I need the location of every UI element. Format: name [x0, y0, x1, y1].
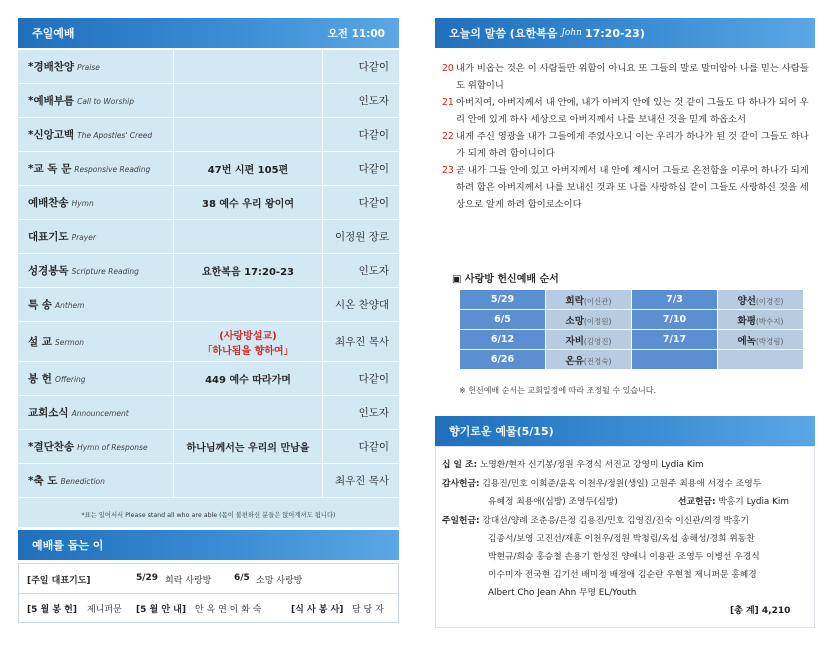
order-label-en: Offering: [54, 375, 86, 384]
offering-total-value: 4,210: [761, 606, 791, 616]
rotation-group: [718, 310, 804, 330]
rotation-date: 6/5: [460, 310, 546, 330]
order-label-ko: 대표기도: [28, 231, 69, 243]
order-label-ko: *교 독 문: [28, 163, 72, 175]
verse-number: 22: [442, 131, 454, 142]
order-label-ko: 설 교: [28, 336, 52, 348]
order-label-ko: *신앙고백: [28, 129, 75, 141]
verse: [442, 60, 812, 94]
verse-text: 곧 내가 그들 안에 있고 아버지께서 내 안에 계시어 그들로 온전함을 이루어 하나가 되게 하려 함은 아버지께서 나를 보내신 것과 또 나를 사랑하심 같이 그들도 사랑하신 것을 세상으로 알게 하려 함이로소이다: [456, 165, 809, 210]
order-label: [18, 263, 173, 278]
rotation-group-name: 양선: [737, 295, 756, 307]
order-row: [18, 322, 399, 362]
order-detail: [173, 464, 323, 497]
offering-mission-line: [678, 494, 789, 507]
standing-note: *표는 일어서서 Please stand all who are able (몸이 불편하신 분들은 앉아계셔도 됩니다): [81, 512, 336, 519]
order-leader: 이정원 장로: [334, 231, 389, 243]
rotation-date: 7/17: [632, 330, 718, 350]
rotation-row: [460, 350, 804, 370]
order-leader: 다같이: [358, 441, 389, 453]
order-row: [18, 50, 399, 84]
offering-thanks-label: 감사헌금:: [442, 479, 480, 489]
order-label-en: Hymn: [71, 199, 94, 208]
helpers-offering-label: [5 월 봉 헌]: [27, 605, 77, 615]
order-detail-text: 449 예수 따라가며: [205, 375, 291, 386]
order-label: [18, 371, 173, 386]
order-label: [18, 229, 173, 244]
order-detail: [173, 118, 323, 151]
order-detail: [173, 430, 323, 463]
offering-total: [730, 603, 790, 616]
offering-mission-names: 박홍기 Lydia Kim: [718, 497, 789, 507]
verse: [442, 128, 812, 162]
order-label-en: Prayer: [71, 233, 96, 242]
order-label-en: Announcement: [71, 409, 129, 418]
helpers-offering-name: 제니퍼문: [87, 605, 122, 615]
offering-sunday-label: 주일헌금:: [442, 516, 480, 526]
scripture-title-eng: John: [561, 28, 582, 38]
order-leader: 다같이: [358, 163, 389, 175]
offering-total-label: [총 계]: [730, 606, 759, 616]
helpers-group-1: 희락 사랑방: [165, 576, 212, 586]
rotation-group: [546, 330, 632, 350]
order-label: [18, 195, 173, 210]
order-detail-text-2: 「하나됨을 향하여」: [202, 345, 294, 357]
offering-mission-label: 선교헌금:: [678, 497, 716, 507]
order-label-en: Praise: [77, 63, 100, 72]
offering-tithe-label: 십 일 조:: [442, 460, 478, 470]
order-detail: [173, 220, 323, 253]
rotation-date: 7/10: [632, 310, 718, 330]
verse-number: 23: [442, 165, 454, 176]
helpers-header: [18, 530, 399, 560]
offering-thanks-names: 김용진/민호 이희준/윤옥 이천우/정원(생일) 고원주 최용애 서정수 조영두: [482, 479, 762, 489]
order-label-ko: *축 도: [28, 475, 58, 487]
rotation-group-name: 온유: [565, 355, 584, 367]
order-label-en: Responsive Reading: [74, 165, 151, 174]
service-header: [18, 18, 399, 48]
order-detail: [173, 84, 323, 117]
order-label: [18, 439, 173, 454]
order-label: [18, 334, 173, 349]
helpers-box: [18, 563, 399, 623]
rotation-title: ▣ 사랑방 헌신예배 순서: [452, 274, 559, 285]
rotation-group-name: 자비: [565, 335, 584, 347]
order-leader: 다같이: [358, 61, 389, 73]
order-row: [18, 288, 399, 322]
order-detail: [173, 362, 323, 395]
order-label-ko: 예배찬송: [28, 197, 69, 209]
order-label-ko: 특 송: [28, 299, 52, 311]
order-label: [18, 93, 173, 108]
order-leader: 최우진 목사: [334, 336, 389, 348]
verse-text: 내가 비옵는 것은 이 사람들만 위함이 아니요 또 그들의 말로 말미암아 나를 믿는 사람들도 위함이니: [456, 63, 809, 91]
offerings-title: 향기로운 예물(5/15): [449, 425, 554, 438]
order-leader: 다같이: [358, 197, 389, 209]
rotation-group: [546, 350, 632, 370]
order-label: [18, 297, 173, 312]
offering-sunday-names: 강대선/양례 조춘응/은정 김용진/민호 김영진/진숙 이신관/의경 박홍기: [482, 516, 750, 526]
order-row: [18, 396, 399, 430]
order-row: [18, 118, 399, 152]
rotation-group-name: 희락: [565, 295, 584, 307]
helpers-usher-names: 안 옥 연 이 화 숙: [195, 605, 262, 615]
offering-tithe-line: [442, 457, 704, 470]
scripture-title: 오늘의 말씀 (요한복음: [449, 27, 558, 40]
order-detail: [173, 322, 323, 361]
offering-thanks-names-2: 유혜정 최용애(심방) 조영두(심방): [488, 497, 618, 507]
rotation-group-name: 화평: [737, 315, 756, 327]
order-row: [18, 464, 399, 498]
helpers-meal-label: [식 사 봉 사]: [291, 605, 344, 615]
order-detail-text: 하나님께서는 우리의 만남을: [186, 443, 310, 454]
verse-number: 21: [442, 97, 454, 108]
verse: [442, 94, 812, 128]
offering-sunday-line: [442, 513, 749, 526]
order-label-ko: 성경봉독: [28, 265, 69, 277]
order-label-en: The Apostles' Creed: [77, 131, 153, 140]
helpers-date-2: 6/5: [234, 573, 250, 583]
rotation-group-name: 에녹: [737, 335, 756, 347]
order-row: [18, 152, 399, 186]
offering-thanks-line-2: [488, 494, 618, 507]
order-row: [18, 186, 399, 220]
rotation-group-leader: (전경숙): [583, 356, 612, 366]
rotation-group: [546, 290, 632, 310]
order-row: [18, 220, 399, 254]
verse-number: 20: [442, 63, 454, 74]
order-leader: 다같이: [358, 129, 389, 141]
order-label-ko: 교회소식: [28, 407, 69, 419]
rotation-date: [632, 350, 718, 370]
order-detail-text: 47번 시편 105편: [207, 165, 289, 176]
order-detail: [173, 50, 323, 83]
order-label: [18, 59, 173, 74]
order-row: [18, 254, 399, 288]
order-label: [18, 473, 173, 488]
rotation-group-leader: (이신관): [583, 296, 612, 306]
helpers-divider: [19, 593, 398, 594]
order-leader: 인도자: [358, 265, 389, 277]
helpers-date-1: 5/29: [136, 573, 159, 583]
order-detail: [173, 152, 323, 185]
order-detail: [173, 396, 323, 429]
scripture-title-ref: 17:20-23): [584, 26, 645, 40]
rotation-note: ※ 헌신예배 순서는 교회일정에 따라 조정될 수 있습니다.: [459, 386, 657, 395]
offering-sunday-line-3: 박현규/희승 홍승철 손용기 한성진 양애니 이용관 조영두 이병선 우경식: [488, 552, 760, 562]
verse-text: 아버지여, 아버지께서 내 안에, 내가 아버지 안에 있는 것 같이 그들도 다 하나가 되어 우리 안에 있게 하사 세상으로 아버지께서 나를 보내신 것을 믿게 하옵소서: [456, 97, 809, 125]
helpers-meal-name: 담 당 자: [352, 605, 384, 615]
rotation-group-leader: (박수지): [755, 316, 784, 326]
order-detail-text: (사랑방설교): [219, 330, 277, 342]
rotation-group: [718, 290, 804, 310]
order-label-ko: *예배부름: [28, 95, 75, 107]
offering-sunday-line-2: 김종서/보영 고진선/재훈 이천우/정원 박청림/옥섭 송해성/경희 위동찬: [488, 534, 755, 544]
rotation-row: [460, 310, 804, 330]
rotation-group: [718, 330, 804, 350]
order-detail: [173, 254, 323, 287]
order-row: [18, 84, 399, 118]
scripture-header: [435, 18, 815, 48]
order-label: [18, 127, 173, 142]
rotation-date: 5/29: [460, 290, 546, 310]
offering-sunday-line-4: 이수미자 전국현 김기선 배미정 배정애 김순란 우현철 제니퍼문 홍혜경: [488, 570, 757, 580]
rotation-date: 7/3: [632, 290, 718, 310]
order-label-en: Hymn of Response: [77, 443, 148, 452]
order-label: [18, 161, 173, 176]
rotation-row: [460, 290, 804, 310]
rotation-group-leader: (박경림): [755, 336, 784, 346]
rotation-group-name: 소망: [565, 315, 584, 327]
order-detail: [173, 288, 323, 321]
order-row: [18, 362, 399, 396]
order-leader: 인도자: [358, 407, 389, 419]
rotation-group-leader: (김영진): [583, 336, 612, 346]
order-label-en: Sermon: [54, 338, 85, 347]
order-leader: 다같이: [358, 373, 389, 385]
order-leader: 최우진 목사: [334, 475, 389, 487]
order-detail: [173, 186, 323, 219]
order-label-ko: *결단찬송: [28, 441, 75, 453]
rotation-table: [459, 289, 804, 370]
offering-tithe-names: 노명환/현자 신기봉/정원 우경식 서진교 강영미 Lydia Kim: [479, 460, 704, 470]
order-row: [18, 430, 399, 464]
order-detail-text: 요한복음 17:20-23: [201, 267, 295, 278]
order-leader: 시온 찬양대: [334, 299, 389, 311]
helpers-group-2: 소망 사랑방: [256, 576, 303, 586]
worship-order: [18, 50, 399, 527]
order-label-en: Anthem: [54, 301, 85, 310]
order-label-en: Scripture Reading: [71, 267, 139, 276]
offering-sunday-line-5: Albert Cho Jean Ahn 무명 EL/Youth: [488, 588, 637, 598]
scripture-text: [442, 60, 812, 213]
verse-text: 내게 주신 영광을 내가 그들에게 주었사오니 이는 우리가 하나가 된 것 같이 그들도 하나가 되게 하려 함이니이다: [456, 131, 809, 159]
rotation-group: [718, 350, 804, 370]
service-title: 주일예배: [32, 27, 75, 40]
rotation-group: [546, 310, 632, 330]
order-detail-text: 38 예수 우리 왕이여: [202, 199, 294, 210]
rotation-row: [460, 330, 804, 350]
helpers-usher-label: [5 월 안 내]: [136, 605, 186, 615]
order-leader: 인도자: [358, 95, 389, 107]
rotation-date: 6/12: [460, 330, 546, 350]
offering-thanks-line: [442, 476, 761, 489]
helpers-prayer-label: [주일 대표기도]: [27, 576, 91, 586]
rotation-group-leader: (이정원): [583, 316, 612, 326]
helpers-title: 예배를 돕는 이: [32, 539, 104, 552]
rotation-group-leader: (이경진): [755, 296, 784, 306]
order-label-en: Call to Worship: [77, 97, 134, 106]
service-time: 오전 11:00: [327, 27, 385, 40]
order-label-en: Benediction: [60, 477, 105, 486]
offerings-header: [435, 416, 815, 446]
rotation-date: 6/26: [460, 350, 546, 370]
verse: [442, 162, 812, 213]
order-label-ko: 봉 헌: [28, 373, 52, 385]
order-label: [18, 405, 173, 420]
order-label-ko: *경배찬양: [28, 61, 75, 73]
